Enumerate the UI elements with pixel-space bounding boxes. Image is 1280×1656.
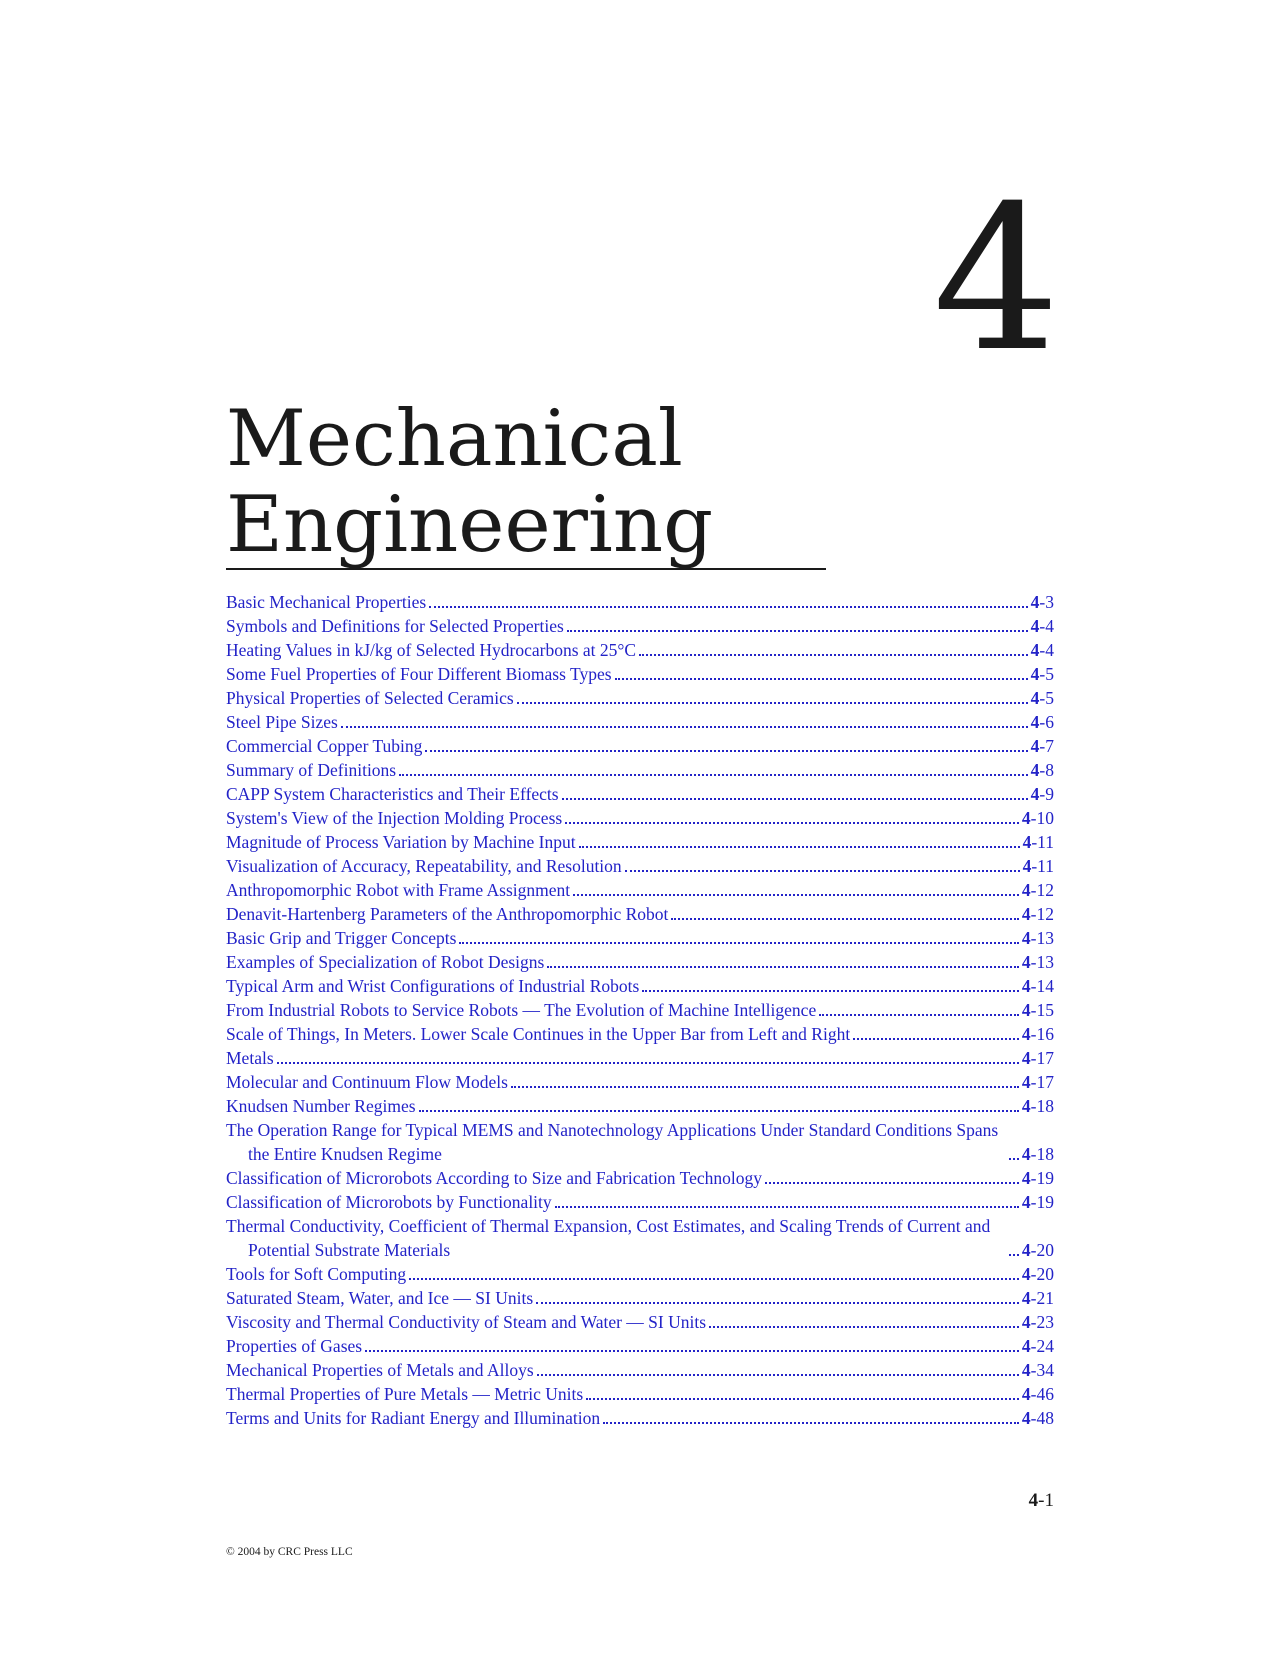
toc-entry-title: Steel Pipe Sizes [226,712,338,732]
toc-entry[interactable] [226,1070,1054,1094]
toc-dot-leader [573,894,1019,896]
toc-page-chapter: 4 [1021,1048,1031,1068]
chapter-title-line-1: Mechanical [226,394,683,484]
toc-page-number: -17 [1030,1072,1054,1092]
toc-page-number: -18 [1030,1144,1054,1164]
toc-dot-leader [555,1206,1019,1208]
toc-entry[interactable] [226,854,1054,878]
toc-page-ref [1022,878,1054,902]
toc-entry-title: Basic Grip and Trigger Concepts [226,928,457,948]
toc-entry-title: Saturated Steam, Water, and Ice — SI Units [226,1288,534,1308]
toc-page-ref [1022,1382,1054,1406]
toc-entry[interactable] [226,830,1054,854]
toc-page-number: -5 [1039,688,1054,708]
toc-dot-leader [409,1278,1019,1280]
toc-page-number: -13 [1030,928,1054,948]
toc-dot-leader [399,774,1028,776]
toc-entry[interactable] [226,782,1054,806]
toc-page-number: -11 [1031,856,1054,876]
toc-page-ref [1022,1286,1054,1310]
toc-page-chapter: 4 [1021,1408,1031,1428]
toc-page-chapter: 4 [1021,1312,1031,1332]
toc-page-ref [1022,1334,1054,1358]
toc-page-chapter: 4 [1021,1072,1031,1092]
toc-page-ref [1022,1166,1054,1190]
toc-entry[interactable] [226,614,1054,638]
toc-entry[interactable] [226,1382,1054,1406]
toc-entry-title: Commercial Copper Tubing [226,736,423,756]
toc-page-ref [1022,1022,1054,1046]
toc-page-chapter: 4 [1030,760,1040,780]
toc-page-chapter: 4 [1030,688,1040,708]
toc-page-number: -19 [1030,1168,1054,1188]
toc-entry-title: Symbols and Definitions for Selected Properties [226,616,564,636]
toc-page-number: -11 [1031,832,1054,852]
toc-page-chapter: 4 [1021,904,1031,924]
toc-entry-title: System's View of the Injection Molding Process [226,808,563,828]
toc-dot-leader [365,1350,1019,1352]
toc-dot-leader [625,870,1020,872]
copyright-notice: © 2004 by CRC Press LLC [226,1546,353,1558]
toc-page-number: -16 [1030,1024,1054,1044]
toc-entry-title: Magnitude of Process Variation by Machine Input [226,832,576,852]
toc-page-ref [1022,1094,1054,1118]
toc-entry[interactable] [226,1334,1054,1358]
toc-page-number: -13 [1030,952,1054,972]
toc-page-ref [1022,974,1054,998]
toc-dot-leader [536,1302,1019,1304]
toc-page-chapter: 4 [1021,1144,1031,1164]
chapter-title-line-2: Engineering [226,480,714,570]
toc-page-number: -15 [1030,1000,1054,1020]
toc-entry-title: Molecular and Continuum Flow Models [226,1072,508,1092]
toc-page-number: -6 [1039,712,1054,732]
toc-dot-leader [853,1038,1019,1040]
toc-page-number: -46 [1030,1384,1054,1404]
toc-page-chapter: 4 [1030,592,1040,612]
toc-dot-leader [459,942,1019,944]
toc-page-ref [1023,830,1054,854]
toc-entry-title: CAPP System Characteristics and Their Effects [226,784,559,804]
toc-page-number: -34 [1030,1360,1054,1380]
toc-page-number: -7 [1039,736,1054,756]
toc-entry-title: Basic Mechanical Properties [226,592,427,612]
toc-page-ref [1022,1406,1054,1430]
toc-entry-title: Physical Properties of Selected Ceramics [226,688,514,708]
title-rule [226,568,826,570]
toc-page-chapter: 4 [1021,808,1031,828]
toc-page-chapter: 4 [1030,616,1040,636]
toc-page-number: -5 [1039,664,1054,684]
toc-page-number: -17 [1030,1048,1054,1068]
toc-page-ref [1022,806,1054,830]
toc-dot-leader [537,1374,1019,1376]
toc-dot-leader [567,630,1028,632]
toc-dot-leader [277,1062,1019,1064]
toc-entry-title: Thermal Properties of Pure Metals — Metric Units [226,1384,584,1404]
toc-entry-title: Classification of Microrobots According to Size and Fabrication Technology [226,1168,762,1188]
toc-entry-title: From Industrial Robots to Service Robots — The Evolution of Machine Intelligence [226,1000,817,1020]
toc-page-ref [1031,638,1054,662]
folio-page: -1 [1038,1490,1054,1511]
toc-page-number: -3 [1039,592,1054,612]
toc-page-chapter: 4 [1021,880,1031,900]
toc-page-chapter: 4 [1021,1000,1031,1020]
toc-entry[interactable] [226,590,1054,614]
toc-entry[interactable] [226,1262,1054,1286]
toc-page-chapter: 4 [1021,1240,1031,1260]
toc-entry[interactable] [226,1190,1054,1214]
toc-page-chapter: 4 [1030,712,1040,732]
toc-page-number: -9 [1039,784,1054,804]
toc-page-number: -18 [1030,1096,1054,1116]
toc-page-chapter: 4 [1030,640,1040,660]
toc-entry[interactable] [226,974,1054,998]
chapter-title [226,396,713,568]
toc-page-ref [1022,998,1054,1022]
toc-dot-leader [586,1398,1019,1400]
toc-dot-leader [419,1110,1019,1112]
toc-entry-title: Thermal Conductivity, Coefficient of Thermal Expansion, Cost Estimates, and Scaling Trends of Current and Potential Substrate Materials [226,1216,991,1260]
toc-entry-title: Visualization of Accuracy, Repeatability, and Resolution [226,856,622,876]
toc-entry[interactable] [226,1046,1054,1070]
toc-dot-leader [671,918,1019,920]
toc-entry[interactable] [226,1358,1054,1382]
toc-dot-leader [765,1182,1019,1184]
toc-page-chapter: 4 [1022,856,1032,876]
toc-dot-leader [615,678,1028,680]
toc-entry-title: Denavit-Hartenberg Parameters of the Anthropomorphic Robot [226,904,669,924]
toc-page-number: -10 [1030,808,1054,828]
toc-page-ref [1022,902,1054,926]
toc-entry[interactable] [226,1310,1054,1334]
toc-dot-leader [639,654,1028,656]
toc-page-number: -12 [1030,904,1054,924]
toc-entry[interactable] [226,806,1054,830]
toc-entry-title: Terms and Units for Radiant Energy and Illumination [226,1408,601,1428]
toc-page-chapter: 4 [1030,664,1040,684]
toc-entry[interactable] [226,734,1054,758]
toc-entry-title: Examples of Specialization of Robot Designs [226,952,545,972]
toc-entry-title: Knudsen Number Regimes [226,1096,416,1116]
toc-entry[interactable] [226,1166,1054,1190]
toc-entry[interactable] [226,1118,1054,1166]
toc-entry[interactable] [226,878,1054,902]
toc-page-ref [1031,710,1054,734]
toc-dot-leader [642,990,1019,992]
toc-dot-leader [547,966,1019,968]
toc-dot-leader [709,1326,1019,1328]
toc-entry[interactable] [226,710,1054,734]
toc-entry[interactable] [226,662,1054,686]
toc-page-number: -8 [1039,760,1054,780]
toc-page-ref [1031,590,1054,614]
toc-entry[interactable] [226,1022,1054,1046]
toc-page-chapter: 4 [1022,832,1032,852]
toc-entry-title: Viscosity and Thermal Conductivity of Steam and Water — SI Units [226,1312,707,1332]
toc-dot-leader [425,750,1027,752]
toc-entry-title: Tools for Soft Computing [226,1264,407,1284]
toc-entry[interactable] [226,1406,1054,1430]
toc-entry[interactable] [226,950,1054,974]
toc-page-chapter: 4 [1021,1096,1031,1116]
toc-dot-leader [1009,1254,1019,1256]
toc-page-ref [1031,782,1054,806]
toc-page-chapter: 4 [1021,1168,1031,1188]
toc-page-chapter: 4 [1030,784,1040,804]
page-folio [1000,1490,1054,1512]
toc-entry[interactable] [226,1286,1054,1310]
toc-page-ref [1023,854,1054,878]
toc-entry[interactable] [226,1094,1054,1118]
toc-dot-leader [819,1014,1019,1016]
toc-dot-leader [579,846,1020,848]
toc-dot-leader [1009,1158,1019,1160]
toc-page-ref [1022,1070,1054,1094]
toc-page-ref [1022,1262,1054,1286]
toc-page-ref [1022,950,1054,974]
toc-dot-leader [517,702,1028,704]
toc-page-ref [1031,758,1054,782]
toc-entry-title: The Operation Range for Typical MEMS and Nanotechnology Applications Under Standard Conditions Spans the Entire Knudsen Regime [226,1120,999,1164]
toc-entry-title: Mechanical Properties of Metals and Alloys [226,1360,534,1380]
toc-page-ref [1022,1310,1054,1334]
toc-page-chapter: 4 [1021,1288,1031,1308]
toc-page-ref [1022,1046,1054,1070]
toc-dot-leader [565,822,1019,824]
toc-page-chapter: 4 [1021,1264,1031,1284]
toc-page-ref [1031,662,1054,686]
toc-entry[interactable] [226,686,1054,710]
toc-page-chapter: 4 [1021,1384,1031,1404]
toc-page-number: -48 [1030,1408,1054,1428]
toc-entry-title: Properties of Gases [226,1336,363,1356]
toc-page-number: -20 [1030,1264,1054,1284]
toc-page-ref [1031,686,1054,710]
toc-page-number: -19 [1030,1192,1054,1212]
chapter-number: 4 [932,163,1060,396]
toc-page-ref [1022,1238,1054,1262]
toc-page-chapter: 4 [1021,1024,1031,1044]
toc-entry[interactable] [226,1214,1054,1262]
toc-page-chapter: 4 [1021,1192,1031,1212]
toc-page-chapter: 4 [1030,736,1040,756]
table-of-contents [226,590,1054,1430]
toc-page-ref [1022,1190,1054,1214]
toc-page-number: -21 [1030,1288,1054,1308]
toc-page-number: -4 [1039,616,1054,636]
toc-dot-leader [429,606,1027,608]
toc-dot-leader [562,798,1028,800]
toc-page-chapter: 4 [1021,1360,1031,1380]
toc-entry-title: Anthropomorphic Robot with Frame Assignment [226,880,571,900]
toc-page-chapter: 4 [1021,1336,1031,1356]
folio-chapter: 4 [1028,1490,1039,1511]
toc-entry[interactable] [226,998,1054,1022]
toc-page-ref [1022,1142,1054,1166]
toc-dot-leader [341,726,1028,728]
toc-page-number: -12 [1030,880,1054,900]
toc-entry-title: Classification of Microrobots by Functionality [226,1192,552,1212]
toc-entry[interactable] [226,902,1054,926]
toc-page-number: -23 [1030,1312,1054,1332]
toc-entry-title: Heating Values in kJ/kg of Selected Hydrocarbons at 25°C [226,640,637,660]
toc-dot-leader [603,1422,1019,1424]
toc-page-chapter: 4 [1021,928,1031,948]
toc-entry-title: Metals [226,1048,274,1068]
toc-entry[interactable] [226,638,1054,662]
toc-page-number: -24 [1030,1336,1054,1356]
toc-page-chapter: 4 [1021,952,1031,972]
toc-page-chapter: 4 [1021,976,1031,996]
toc-page-ref [1022,1358,1054,1382]
toc-dot-leader [511,1086,1019,1088]
toc-entry-title: Scale of Things, In Meters. Lower Scale Continues in the Upper Bar from Left and Right [226,1024,851,1044]
toc-entry-title: Summary of Definitions [226,760,397,780]
toc-entry[interactable] [226,758,1054,782]
toc-entry-title: Typical Arm and Wrist Configurations of Industrial Robots [226,976,640,996]
toc-page-ref [1031,734,1054,758]
toc-page-ref [1022,926,1054,950]
toc-page-number: -14 [1030,976,1054,996]
toc-entry[interactable] [226,926,1054,950]
toc-page-number: -20 [1030,1240,1054,1260]
toc-page-ref [1031,614,1054,638]
toc-page-number: -4 [1039,640,1054,660]
toc-entry-title: Some Fuel Properties of Four Different Biomass Types [226,664,612,684]
